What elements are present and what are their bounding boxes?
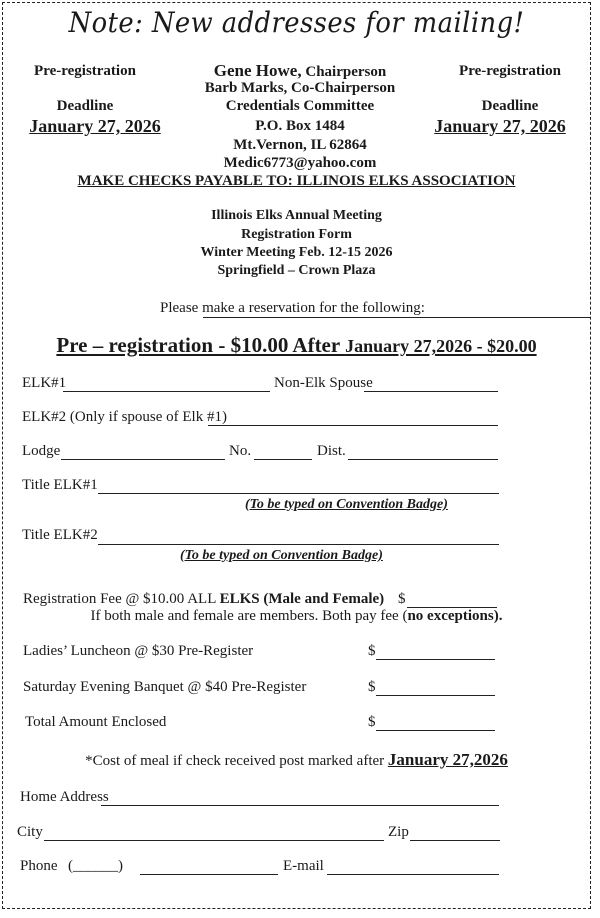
luncheon-dollar-sign: $ [368,643,376,659]
elk1-label: ELK#1 [22,375,67,391]
email-label: E-mail [283,858,324,874]
both-pay-note [0,608,593,625]
registration-fee-label [23,591,384,608]
no-label: No. [229,443,252,459]
registration-fee-text: Registration Fee @ $10.00 ALL [23,591,220,607]
total-input[interactable] [376,730,495,731]
dist-label: Dist. [317,443,346,459]
non-elk-spouse-input[interactable] [364,391,498,392]
city-label: City [17,824,43,840]
committee: Credentials Committee [225,98,375,114]
elk2-input[interactable] [208,425,498,426]
reservation-underline [203,317,591,318]
total-dollar-sign: $ [368,714,376,730]
title-elk2-input[interactable] [98,544,499,545]
lodge-label: Lodge [22,443,61,459]
title-elk1-badge-note: (To be typed on Convention Badge) [245,497,448,512]
non-elk-spouse-label: Non-Elk Spouse [274,375,373,391]
co-chairperson: Barb Marks, Co-Chairperson [204,80,396,96]
note-heading: Note: New addresses for mailing! [68,6,525,39]
meeting-line-2: Registration Form [241,227,352,242]
email-input[interactable] [327,874,499,875]
meeting-line-4: Springfield – Crown Plaza [217,263,376,278]
registration-dollar-sign: $ [398,591,406,607]
phone-label: Phone [20,858,58,874]
banquet-dollar-sign: $ [368,679,376,695]
left-deadline-date: January 27, 2026 [29,116,161,136]
zip-input[interactable] [410,840,500,841]
chair-role: Chairperson [301,64,387,80]
left-preregistration-label: Pre-registration [34,63,136,79]
banquet-label: Saturday Evening Banquet @ $40 Pre-Register [23,679,307,695]
checks-payable: MAKE CHECKS PAYABLE TO: ILLINOIS ELKS ASSOCIATION [77,173,516,189]
pricing-headline [0,333,593,358]
chair-name: Gene Howe, [213,61,302,80]
pricing-part-1: Pre – registration - $10.00 After [56,333,346,357]
both-pay-text: If both male and female are members. Both pay fee ( [90,608,408,624]
meeting-line-3: Winter Meeting Feb. 12-15 2026 [200,245,393,260]
right-deadline-label: Deadline [481,98,539,114]
right-deadline-date: January 27, 2026 [434,116,566,136]
po-box: P.O. Box 1484 [255,118,345,134]
title-elk2-badge-note: (To be typed on Convention Badge) [180,548,383,563]
meal-note [0,750,593,770]
area-code-input[interactable]: (______) [68,858,123,874]
registration-fee-bold: ELKS (Male and Female) [219,591,385,607]
lodge-input[interactable] [61,459,225,460]
left-deadline-label: Deadline [56,98,114,114]
lodge-number-input[interactable] [254,459,312,460]
meal-note-text: *Cost of meal if check received post marked after [85,753,388,769]
elk1-input[interactable] [63,391,270,392]
pricing-part-2: January 27,2026 - $20.00 [345,336,537,356]
phone-input[interactable] [140,874,278,875]
title-elk2-label: Title ELK#2 [22,527,98,543]
district-input[interactable] [348,459,498,460]
meeting-line-1: Illinois Elks Annual Meeting [211,208,382,223]
banquet-input[interactable] [376,695,495,696]
home-address-input[interactable] [101,805,499,806]
city-input[interactable] [44,840,384,841]
contact-email: Medic6773@yahoo.com [223,155,377,171]
chairperson [170,61,430,81]
title-elk1-label: Title ELK#1 [22,477,98,493]
title-elk1-input[interactable] [98,493,499,494]
no-exceptions: no exceptions). [407,608,503,624]
zip-label: Zip [388,824,409,840]
luncheon-input[interactable] [376,659,495,660]
luncheon-label: Ladies’ Luncheon @ $30 Pre-Register [23,643,254,659]
home-address-label: Home Address [20,789,109,805]
total-label: Total Amount Enclosed [25,714,167,730]
elk2-label: ELK#2 (Only if spouse of Elk #1) [22,409,227,425]
reservation-prompt: Please make a reservation for the following: [160,300,425,316]
right-preregistration-label: Pre-registration [459,63,561,79]
meal-note-date: January 27,2026 [387,750,508,769]
city-state-zip: Mt.Vernon, IL 62864 [233,137,367,153]
